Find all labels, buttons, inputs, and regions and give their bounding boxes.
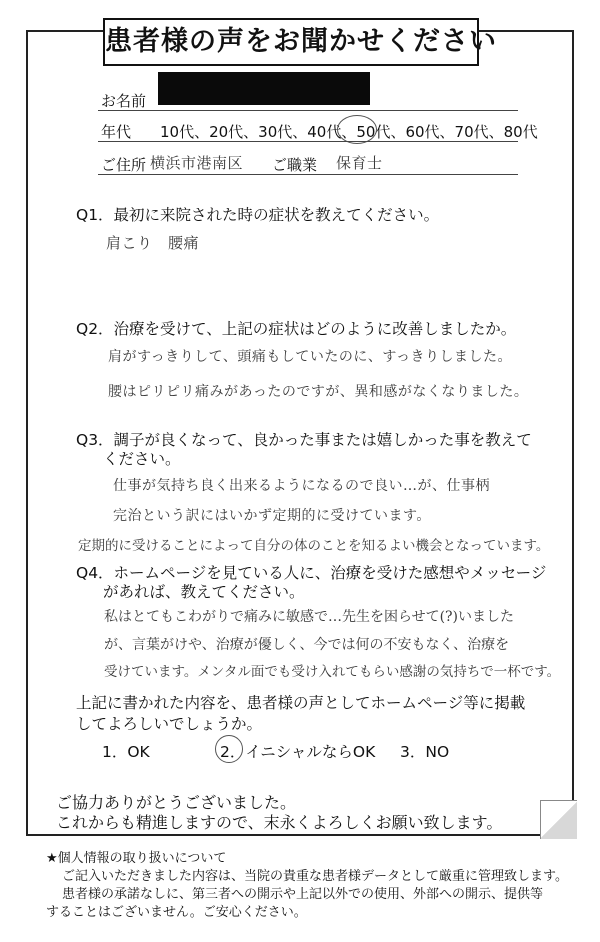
- age-selection-circle: [337, 115, 377, 144]
- q4-answer-line: が、言葉がけや、治療が優しく、今では何の不安もなく、治療を: [104, 637, 510, 653]
- name-underline: [98, 110, 518, 111]
- permission-option-no: 3．NO: [400, 743, 450, 761]
- privacy-line: 患者様の承諾なしに、第三者への開示や上記以外での使用、外部への開示、提供等: [62, 887, 544, 902]
- q4-answer-line: 受けています。メンタル面でも受け入れてもらい感謝の気持ちで一杯です。: [104, 664, 561, 680]
- permission-option-ok: 1．OK: [102, 743, 150, 761]
- permission-option-initials: 2．イニシャルならOK: [220, 743, 376, 761]
- q3-question-line: ください。: [103, 450, 181, 468]
- permission-selection-circle: [215, 735, 243, 763]
- age-option-group-2: 、60代、70代、80代: [390, 123, 538, 141]
- privacy-line: ご記入いただきました内容は、当院の貴重な患者様データとして厳重に管理致します。: [62, 869, 568, 884]
- redacted-name: [158, 72, 370, 105]
- address-value: 横浜市港南区: [150, 154, 244, 172]
- thanks-line: これからも精進しますので、末永くよろしくお願い致します。: [56, 813, 503, 832]
- permission-text-line: 上記に書かれた内容を、患者様の声としてホームページ等に掲載: [76, 694, 526, 712]
- q2-answer-line: 腰はピリピリ痛みがあったのですが、異和感がなくなりました。: [108, 384, 529, 400]
- page-title: 患者様の声をお聞かせください: [103, 18, 479, 66]
- name-label: お名前: [101, 92, 147, 110]
- q1-question: Q1．最初に来院された時の症状を教えてください。: [76, 206, 440, 224]
- q4-question-line: Q4．ホームページを見ている人に、治療を受けた感想やメッセージ: [76, 564, 547, 582]
- q3-question-line: Q3．調子が良くなって、良かった事または嬉しかった事を教えて: [76, 431, 532, 449]
- q2-question: Q2．治療を受けて、上記の症状はどのように改善しましたか。: [76, 320, 517, 338]
- age-underline: [98, 141, 518, 142]
- q3-answer-line: 定期的に受けることによって自分の体のことを知るよい機会となっています。: [78, 538, 550, 554]
- q3-answer-line: 完治という訳にはいかず定期的に受けています。: [113, 508, 431, 524]
- age-option-50s: 50代: [356, 123, 391, 141]
- address-underline: [98, 174, 518, 175]
- q1-answer: 肩こり 腰痛: [106, 234, 200, 252]
- q4-question-line: があれば、教えてください。: [103, 583, 305, 601]
- q2-answer-line: 肩がすっきりして、頭痛もしていたのに、すっきりしました。: [108, 349, 513, 365]
- q3-answer-line: 仕事が気持ち良く出来るようになるので良い…が、仕事柄: [113, 478, 490, 494]
- age-option-group-1: 10代、20代、30代、40代、: [160, 123, 357, 141]
- address-label: ご住所: [101, 156, 147, 174]
- q4-answer-line: 私はとてもこわがりで痛みに敏感で…先生を困らせて(?)いました: [104, 609, 515, 625]
- age-label: 年代: [101, 123, 132, 141]
- job-value: 保育士: [336, 154, 383, 172]
- privacy-heading: ★個人情報の取り扱いについて: [46, 851, 227, 866]
- privacy-line: することはございません。ご安心ください。: [46, 905, 307, 920]
- job-label: ご職業: [272, 156, 318, 174]
- permission-text-line: してよろしいでしょうか。: [76, 715, 263, 733]
- thanks-line: ご協力ありがとうございました。: [56, 793, 297, 812]
- page-curl: [540, 800, 577, 839]
